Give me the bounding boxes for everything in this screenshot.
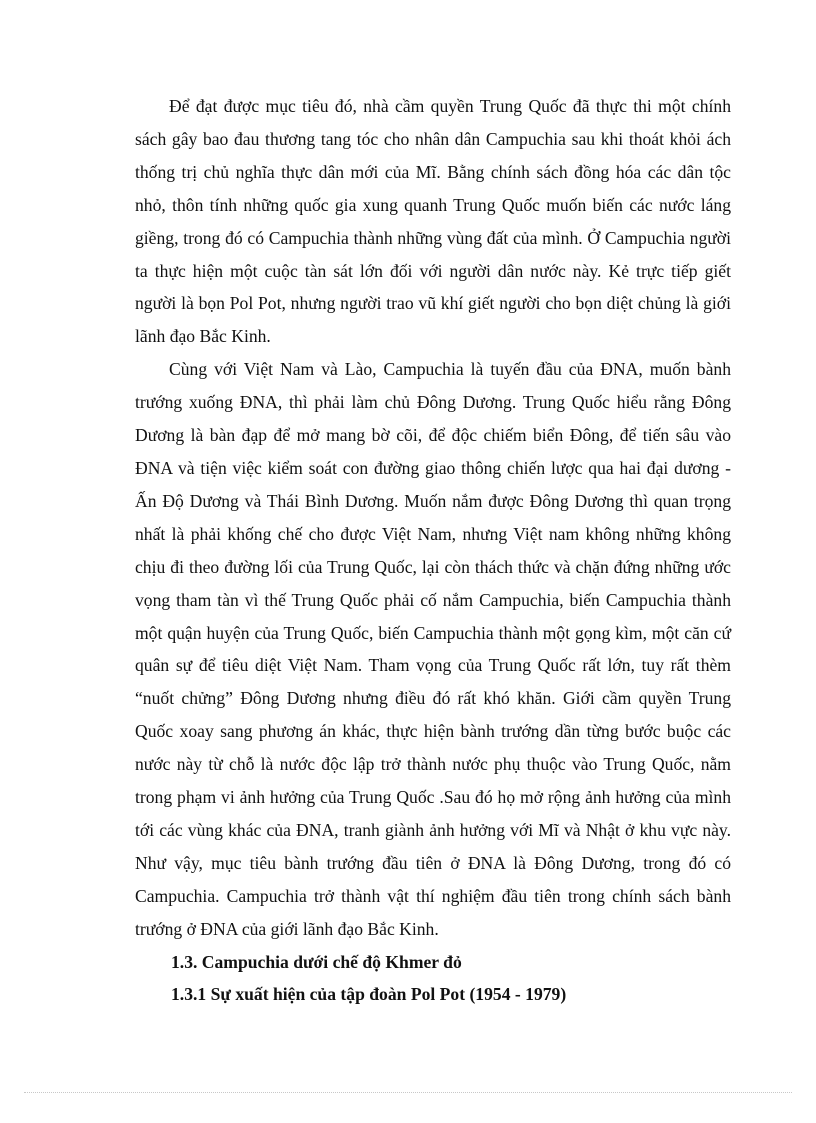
paragraph-2: Cùng với Việt Nam và Lào, Campuchia là tuyến đầu của ĐNA, muốn bành trướng xuống ĐNA, thì phải làm chủ Đông Dương. Trung Quốc hiểu rằng Đông Dương là bàn đạp để mở mang bờ cõi, để độc chiếm biển Đông, để tiến sâu vào ĐNA và tiện việc kiểm soát con đường giao thông chiến lược qua hai đại dương - Ấn Độ Dương và Thái Bình Dương. Muốn nắm được Đông Dương thì quan trọng nhất là phải khống chế cho được Việt Nam, nhưng Việt nam không những không chịu đi theo đường lối của Trung Quốc, lại còn thách thức và chặn đứng những ước vọng tham tàn vì thế Trung Quốc phải cố nắm Campuchia, biến Campuchia thành một quận huyện của Trung Quốc, biến Campuchia thành một gọng kìm, một căn cứ quân sự để tiêu diệt Việt Nam. Tham vọng của Trung Quốc rất lớn, tuy rất thèm “nuốt chửng” Đông Dương nhưng điều đó rất khó khăn. Giới cầm quyền Trung Quốc xoay sang phương án khác, thực hiện bành trướng dần từng bước buộc các nước này từ chỗ là nước độc lập trở thành nước phụ thuộc vào Trung Quốc, nằm trong phạm vi ảnh hưởng của Trung Quốc .Sau đó họ mở rộng ảnh hưởng của mình tới các vùng khác của ĐNA, tranh giành ảnh hưởng với Mĩ và Nhật ở khu vực này. Như vậy, mục tiêu bành trướng đầu tiên ở ĐNA là Đông Dương, trong đó có Campuchia. Campuchia trở thành vật thí nghiệm đầu tiên trong chính sách bành trướng ở ĐNA của giới lãnh đạo Bắc Kinh. xyxy=(135,359,731,939)
section-heading-1-3-1: 1.3.1 Sự xuất hiện của tập đoàn Pol Pot (1954 - 1979) xyxy=(171,984,567,1005)
page-bottom-divider xyxy=(24,1092,792,1093)
section-heading-1-3: 1.3. Campuchia dưới chế độ Khmer đỏ xyxy=(171,951,462,972)
document-body xyxy=(135,90,731,1011)
paragraph-1: Để đạt được mục tiêu đó, nhà cầm quyền Trung Quốc đã thực thi một chính sách gây bao đau thương tang tóc cho nhân dân Campuchia sau khi thoát khỏi ách thống trị chủ nghĩa thực dân mới của Mĩ. Bằng chính sách đồng hóa các dân tộc nhỏ, thôn tính những quốc gia xung quanh Trung Quốc muốn biến các nước láng giềng, trong đó có Campuchia thành những vùng đất của mình. Ở Campuchia người ta thực hiện một cuộc tàn sát lớn đối với người dân nước này. Kẻ trực tiếp giết người là bọn Pol Pot, nhưng người trao vũ khí giết người cho bọn diệt chủng là giới lãnh đạo Bắc Kinh. xyxy=(135,96,731,347)
